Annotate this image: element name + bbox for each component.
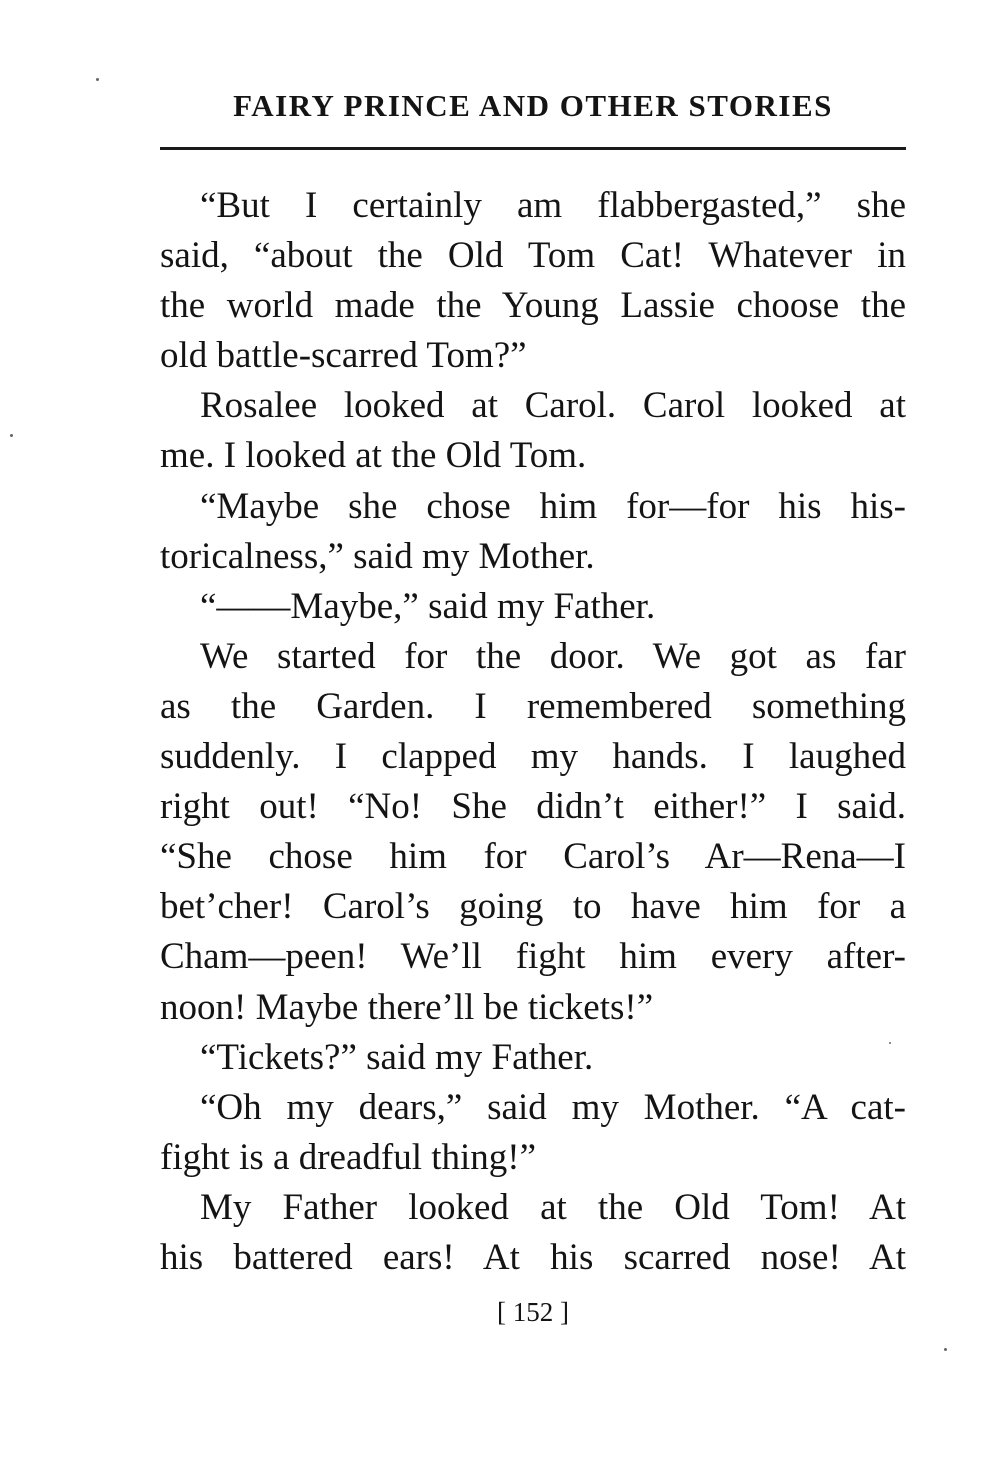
- text-line: bet’cher! Carol’s going to have him for a: [160, 886, 906, 928]
- text-line: fight is a dreadful thing!”: [160, 1136, 537, 1178]
- text-line: Cham—peen! We’ll fight him every after-: [160, 936, 906, 978]
- text-line: right out! “No! She didn’t either!” I said.: [160, 786, 906, 828]
- text-line: “She chose him for Carol’s Ar—Rena—I: [160, 836, 906, 878]
- text-line: “But I certainly am flabbergasted,” she: [200, 185, 906, 226]
- text-line: said, “about the Old Tom Cat! Whatever in: [160, 235, 906, 277]
- text-line: “Tickets?” said my Father.: [200, 1036, 594, 1078]
- text-line: Rosalee looked at Carol. Carol looked at: [200, 385, 906, 427]
- page-number: [ 152 ]: [497, 1297, 569, 1327]
- text-line: noon! Maybe there’ll be tickets!”: [160, 986, 654, 1028]
- text-line: My Father looked at the Old Tom! At: [200, 1186, 906, 1228]
- text-line: his battered ears! At his scarred nose! At: [160, 1236, 906, 1278]
- text-line: “——Maybe,” said my Father.: [200, 585, 656, 627]
- scan-speck: [10, 434, 13, 437]
- text-line: suddenly. I clapped my hands. I laughed: [160, 736, 906, 778]
- text-line: old battle-scarred Tom?”: [160, 335, 527, 377]
- text-line: as the Garden. I remembered something: [160, 685, 906, 727]
- text-line: toricalness,” said my Mother.: [160, 535, 595, 577]
- header-rule: [160, 147, 906, 150]
- body-text: [160, 181, 906, 1283]
- scan-speck: [96, 78, 99, 81]
- text-line: the world made the Young Lassie choose the: [160, 285, 906, 327]
- scan-speck: [889, 1042, 891, 1044]
- text-line: me. I looked at the Old Tom.: [160, 435, 587, 477]
- scan-speck: [944, 1348, 947, 1351]
- running-head: FAIRY PRINCE AND OTHER STORIES: [233, 88, 833, 123]
- text-line: We started for the door. We got as far: [200, 635, 906, 677]
- text-line: “Oh my dears,” said my Mother. “A cat-: [200, 1086, 906, 1128]
- text-line: “Maybe she chose him for—for his his-: [200, 485, 906, 527]
